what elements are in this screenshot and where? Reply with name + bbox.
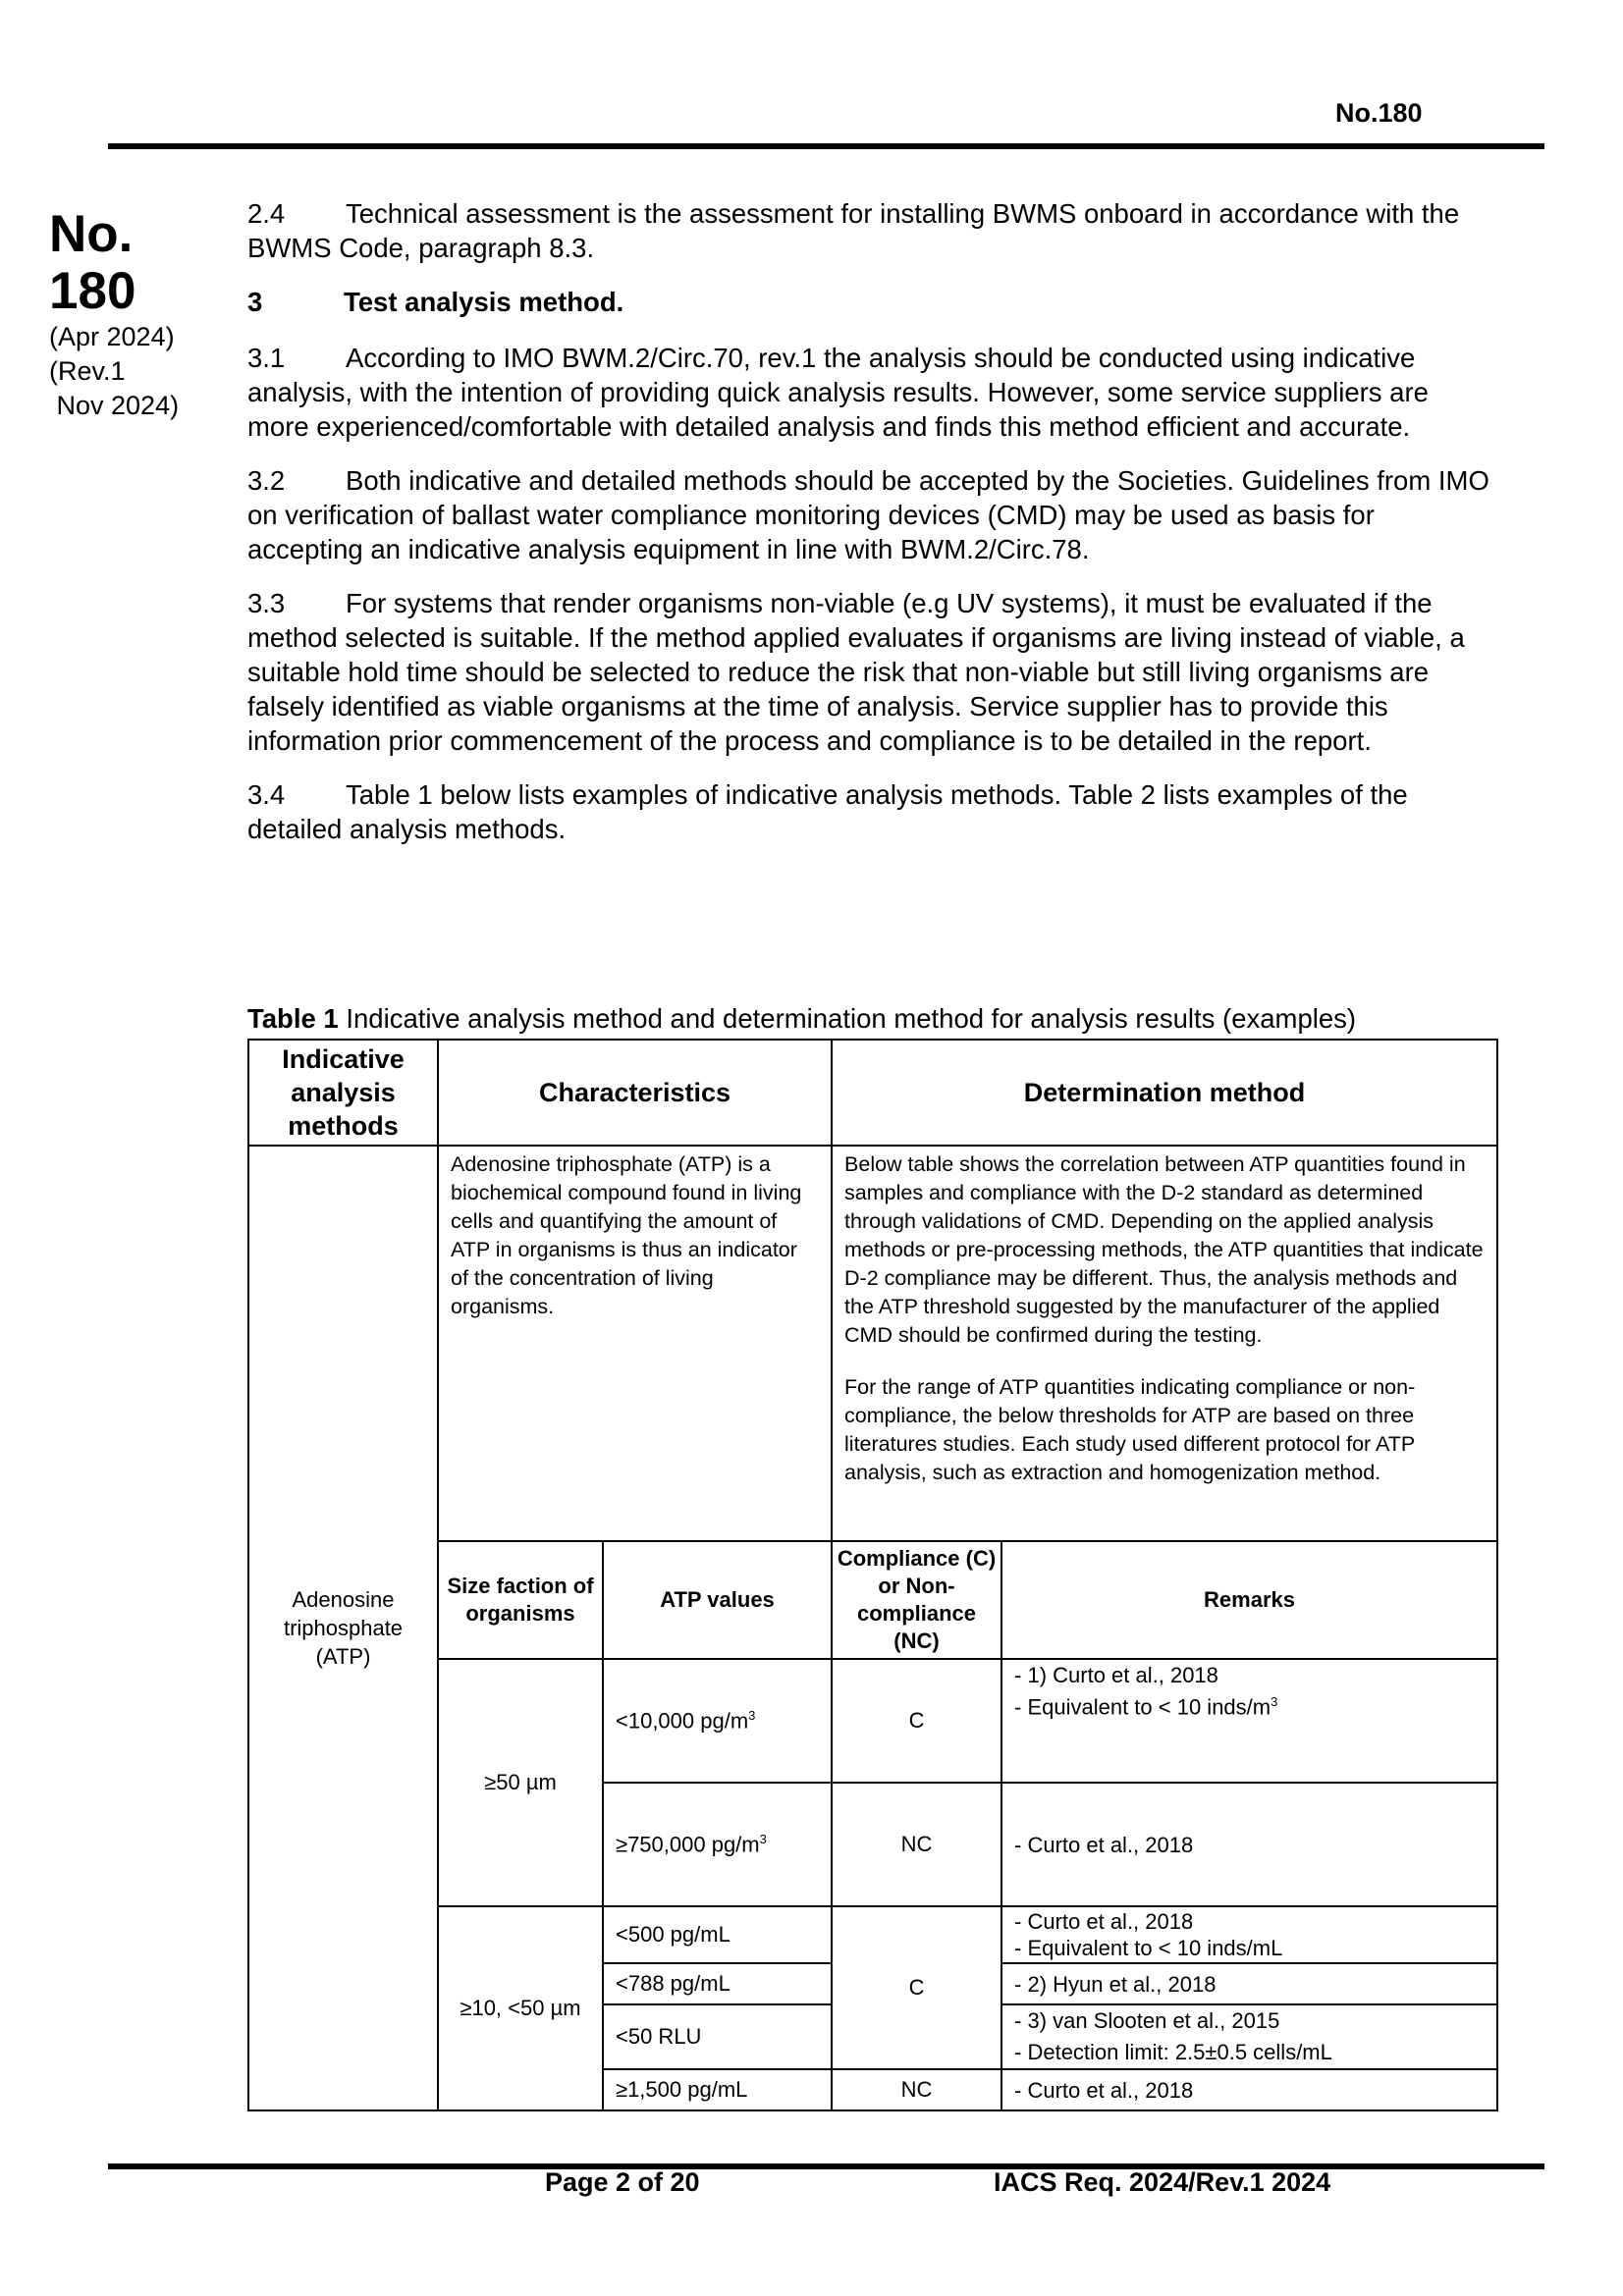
determination-cell [832,1146,1497,1541]
paragraph-3-2: 3.2 Both indicative and detailed methods should be accepted by the Societies. Guidelines from IMO on verification of ballast water compliance monitoring devices (CMD) may be used as basis for accepting an indicative analysis equipment in line with BWM.2/Circ.78. [247,465,1489,564]
compliance-cell: NC [832,2069,1001,2110]
paragraph-2-4: 2.4 Technical assessment is the assessment for installing BWMS onboard in accordance with the BWMS Code, paragraph 8.3. [247,198,1460,263]
size-group-1: ≥50 µm [438,1659,603,1906]
section-3-heading: 3 Test analysis method. [247,287,624,317]
atp-value-cell: <10,000 $pg/m^3$ [603,1659,832,1783]
sidebar-date-3: Nov 2024) [49,391,180,420]
paragraph-3-3: 3.3 For systems that render organisms non-viable (e.g UV systems), it must be evaluated if the method selected is suitable. If the method applied evaluates if organisms are living instead of viable, a suitable hold time should be selected to reduce the risk that non-viable but still living organisms are falsely identified as viable organisms at the time of analysis. Service supplier has to provide this information prior commencement of the process and compliance is to be detailed in the report. [247,588,1465,756]
atp-value-cell: ≥750,000 $pg/m^3$ [603,1783,832,1906]
determination-paragraph-1: Below table shows the correlation between ATP quantities found in samples and compliance with the D-2 standard as determined through validations of CMD. Depending on the applied analysis methods or pre-processing methods, the ATP quantities that indicate D-2 compliance may be different. Thus, the analysis methods and the ATP threshold suggested by the manufacturer of the applied CMD should be confirmed during the testing. [844,1152,1484,1347]
compliance-cell: NC [832,1783,1001,1906]
paragraph-3-1: 3.1 According to IMO BWM.2/Circ.70, rev.1 the analysis should be conducted using indicative analysis, with the intention of providing quick analysis results. However, some service suppliers are more experienced/comfortable with detailed analysis and finds this method efficient and accurate. [247,343,1429,442]
table-1-caption: Table 1 Indicative analysis method and determination method for analysis results (examples) [247,1003,1357,1034]
table-1 [247,1039,1498,2111]
remarks-cell: - 1) Curto et al., 2018 - Equivalent to < 10 inds/$m^3$ [1001,1659,1497,1783]
sidebar-date-2: (Rev.1 [49,356,126,386]
sidebar-date-1: (Apr 2024) [49,322,175,351]
sidebar-no: No. [49,205,134,263]
atp-value-cell: <500 pg/mL [603,1906,832,1963]
header-rule [108,143,1544,149]
paragraph-3-4: 3.4 Table 1 below lists examples of indicative analysis methods. Table 2 lists examples of the detailed analysis methods. [247,779,1408,844]
subheader-atp: ATP values [603,1541,832,1659]
table-header-characteristics: Characteristics [438,1040,832,1146]
sidebar [49,206,206,423]
atp-value-cell: <788 pg/mL [603,1963,832,2004]
atp-value-cell: ≥1,500 pg/mL [603,2069,832,2110]
header-doc-number: No.180 [1335,98,1423,128]
determination-paragraph-2: For the range of ATP quantities indicating compliance or non-compliance, the below thresholds for ATP are based on three literatures studies. Each study used different protocol for ATP analysis, such as extraction and homogenization method. [844,1375,1416,1484]
subheader-compliance: Compliance (C) or Non-compliance (NC) [832,1541,1001,1659]
remarks-cell: - 2) Hyun et al., 2018 [1001,1963,1497,2004]
remarks-cell: - Curto et al., 2018 - Equivalent to < 10 inds/mL [1001,1906,1497,1963]
size-group-2: ≥10, <50 µm [438,1906,603,2110]
main-body [247,196,1496,866]
remarks-cell: - Curto et al., 2018 [1001,2069,1497,2110]
subheader-size: Size faction of organisms [438,1541,603,1659]
compliance-cell: C [832,1659,1001,1783]
sidebar-number: 180 [49,262,136,320]
subheader-remarks: Remarks [1001,1541,1497,1659]
characteristics-cell: Adenosine triphosphate (ATP) is a biochemical compound found in living cells and quantifying the amount of ATP in organisms is thus an indicator of the concentration of living organisms. [438,1146,832,1541]
footer-req: IACS Req. 2024/Rev.1 2024 [994,2167,1331,2197]
table-header-methods: Indicative analysis methods [248,1040,438,1146]
compliance-cell: C [832,1906,1001,2069]
remarks-cell: - 3) van Slooten et al., 2015 - Detection limit: 2.5±0.5 cells/mL [1001,2004,1497,2069]
table-header-determination: Determination method [832,1040,1497,1146]
method-name-cell: Adenosine triphosphate (ATP) [248,1146,438,2110]
remarks-cell: - Curto et al., 2018 [1001,1783,1497,1906]
footer-page: Page 2 of 20 [545,2167,700,2197]
atp-value-cell: <50 RLU [603,2004,832,2069]
